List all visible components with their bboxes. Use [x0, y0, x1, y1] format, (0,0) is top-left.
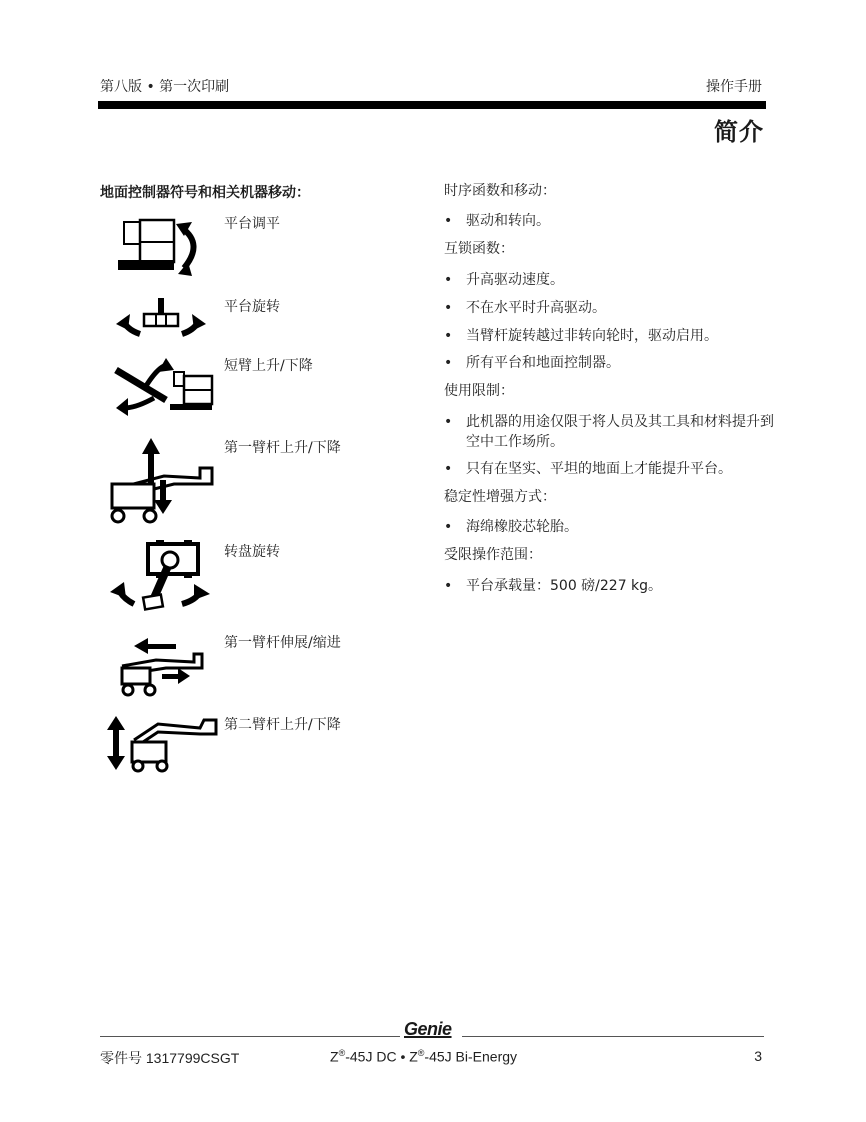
- header-manual-type: 操作手册: [706, 79, 762, 95]
- list-item: • 当臂杆旋转越过非转向轮时，驱动启用。: [444, 328, 718, 344]
- section-heading-limited-range: 受限操作范围：: [444, 547, 542, 563]
- item-label-platform-rotate: 平台旋转: [224, 299, 280, 315]
- section-heading: 地面控制器符号和相关机器移动：: [100, 185, 310, 201]
- list-item: • 海绵橡胶芯轮胎。: [444, 519, 578, 535]
- turntable-rotate-icon: [104, 540, 214, 616]
- item-label-platform-level: 平台调平: [224, 216, 280, 232]
- header-rule: [98, 101, 766, 109]
- section-heading-usage: 使用限制：: [444, 383, 514, 399]
- secondary-boom-up-down-icon: [104, 714, 220, 774]
- platform-level-icon: [104, 214, 208, 280]
- item-label-secondary-boom-up-down: 第二臂杆上升/下降: [224, 717, 341, 733]
- section-heading-sequence: 时序函数和移动：: [444, 183, 556, 199]
- part-number: 零件号 1317799CSGT: [100, 1050, 240, 1066]
- page-title: 简介: [714, 118, 764, 146]
- list-item: • 升高驱动速度。: [444, 272, 564, 288]
- item-label-turntable-rotate: 转盘旋转: [224, 544, 280, 560]
- jib-up-down-icon: [104, 356, 214, 418]
- footer-rule-left: [100, 1036, 400, 1037]
- primary-boom-extend-retract-icon: [104, 634, 204, 698]
- footer-rule-right: [462, 1036, 764, 1037]
- item-label-primary-boom-extend-retract: 第一臂杆伸展/缩进: [224, 635, 341, 651]
- section-heading-interlock: 互锁函数：: [444, 241, 514, 257]
- item-label-primary-boom-up-down: 第一臂杆上升/下降: [224, 440, 341, 456]
- list-item: • 驱动和转向。: [444, 213, 550, 229]
- genie-logo: Genie: [404, 1019, 452, 1039]
- primary-boom-up-down-icon: [104, 436, 214, 526]
- list-item: • 此机器的用途仅限于将人员及其工具和材料提升到空中工作场所。: [444, 414, 774, 450]
- list-item: • 所有平台和地面控制器。: [444, 355, 620, 371]
- list-item: • 不在水平时升高驱动。: [444, 300, 606, 316]
- header-edition: 第八版 • 第一次印刷: [100, 79, 230, 95]
- section-heading-stability: 稳定性增强方式：: [444, 489, 556, 505]
- platform-rotate-icon: [104, 294, 208, 342]
- model-name: Z®-45J DC • Z®-45J Bi-Energy: [330, 1048, 518, 1065]
- item-label-jib-up-down: 短臂上升/下降: [224, 358, 313, 374]
- list-item: • 平台承载量：500 磅/227 kg。: [444, 578, 663, 594]
- list-item: • 只有在坚实、平坦的地面上才能提升平台。: [444, 461, 732, 477]
- page-number: 3: [754, 1048, 762, 1064]
